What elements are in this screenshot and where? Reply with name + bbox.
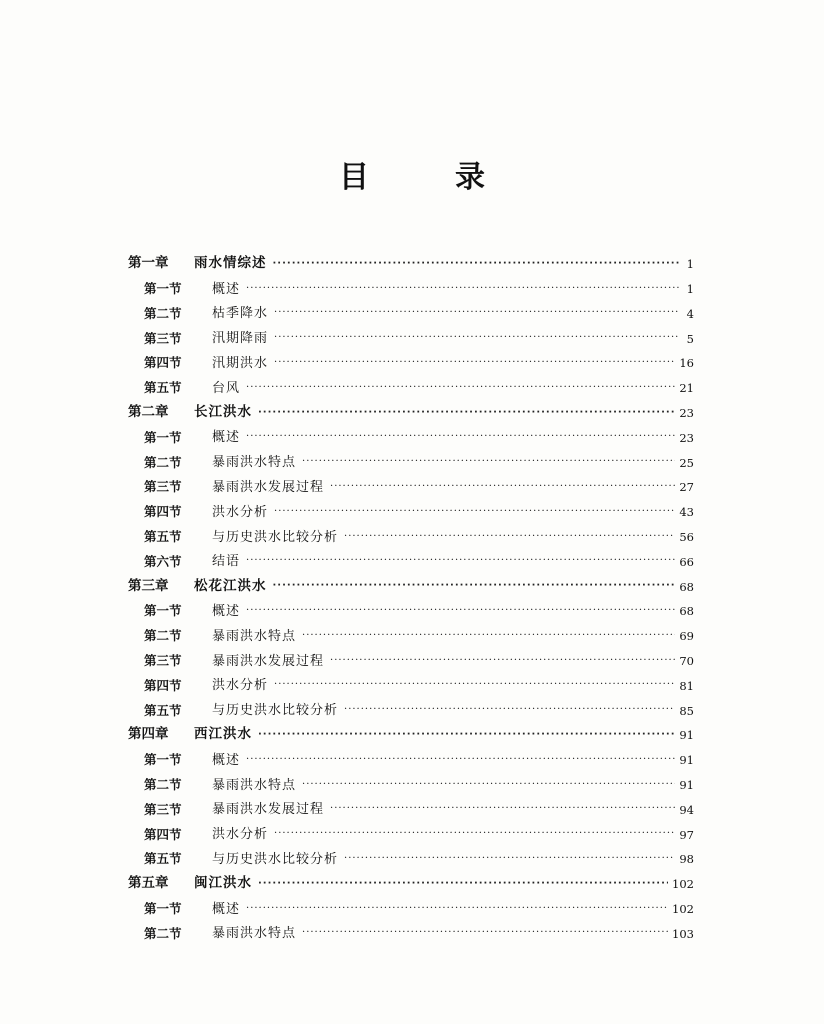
dot-leader — [246, 556, 675, 566]
toc-page-number: 21 — [679, 381, 694, 396]
toc-entry-number: 第一节 — [144, 603, 182, 619]
toc-entry-number: 第四章 — [128, 726, 169, 743]
page-title — [0, 152, 824, 196]
dot-leader — [273, 581, 676, 591]
toc-page-number: 1 — [686, 282, 694, 297]
dot-leader — [330, 656, 675, 666]
toc-page-number: 81 — [679, 678, 694, 693]
toc-entry-title: 汛期降雨 — [212, 331, 269, 347]
toc-section-row — [128, 444, 694, 469]
toc-page-number: 68 — [679, 604, 694, 619]
dot-leader — [258, 730, 675, 740]
dot-leader — [274, 358, 675, 368]
dot-leader — [330, 804, 675, 814]
toc-entry-title: 汛期洪水 — [212, 355, 269, 371]
dot-leader — [258, 879, 668, 889]
dot-leader — [258, 408, 675, 418]
toc-page-number: 1 — [686, 257, 694, 272]
toc-section-row — [128, 469, 694, 494]
toc-page-number: 98 — [679, 852, 694, 867]
toc-page-number: 91 — [679, 778, 694, 793]
dot-leader — [274, 333, 680, 343]
toc-entry-title: 暴雨洪水特点 — [212, 455, 297, 471]
toc-entry-title: 与历史洪水比较分析 — [212, 703, 339, 719]
toc-entry-title: 长江洪水 — [194, 404, 252, 421]
toc-entry-number: 第一节 — [144, 752, 182, 768]
dot-leader — [302, 631, 675, 641]
toc-section-row — [128, 792, 694, 817]
toc-page-number: 27 — [679, 480, 694, 495]
toc-chapter-row — [128, 246, 694, 271]
toc-entry-number: 第一节 — [144, 429, 182, 445]
toc-entry-number: 第二节 — [144, 305, 182, 321]
toc-section-row — [128, 692, 694, 717]
toc-page-number: 102 — [672, 902, 694, 917]
toc-page-number: 103 — [672, 926, 694, 941]
toc-chapter-row — [128, 395, 694, 420]
toc-section-row — [128, 320, 694, 345]
toc-entry-number: 第六节 — [144, 553, 182, 569]
toc-entry-title: 松花江洪水 — [194, 577, 267, 594]
toc-entry-number: 第五章 — [128, 875, 169, 892]
toc-entry-number: 第五节 — [144, 702, 182, 718]
toc-entry-title: 结语 — [212, 554, 241, 570]
toc-entry-title: 闽江洪水 — [194, 875, 252, 892]
dot-leader — [274, 507, 675, 517]
toc-chapter-row — [128, 866, 694, 891]
toc-section-row — [128, 593, 694, 618]
toc-page-number: 43 — [679, 505, 694, 520]
toc-page-number: 16 — [679, 356, 694, 371]
toc-entry-number: 第一节 — [144, 901, 182, 917]
toc-entry-number: 第二章 — [128, 404, 169, 421]
toc-entry-title: 概述 — [212, 752, 241, 768]
toc-entry-number: 第三章 — [128, 577, 169, 594]
toc-page-number: 70 — [679, 654, 694, 669]
toc-section-row — [128, 494, 694, 519]
dot-leader — [302, 457, 675, 467]
toc-section-row — [128, 296, 694, 321]
dot-leader — [302, 928, 668, 938]
toc-entry-number: 第三节 — [144, 479, 182, 495]
toc-entry-title: 台风 — [212, 380, 241, 396]
toc-section-row — [128, 668, 694, 693]
toc-entry-number: 第二节 — [144, 777, 182, 793]
toc-entry-title: 枯季降水 — [212, 306, 269, 322]
toc-entry-number: 第二节 — [144, 454, 182, 470]
toc-section-row — [128, 916, 694, 941]
toc-page-number: 102 — [672, 877, 694, 892]
toc-page-number: 97 — [679, 827, 694, 842]
dot-leader — [344, 705, 675, 715]
toc-entry-number: 第四节 — [144, 355, 182, 371]
toc-entry-title: 暴雨洪水发展过程 — [212, 653, 325, 669]
toc-section-row — [128, 742, 694, 767]
toc-entry-number: 第四节 — [144, 826, 182, 842]
toc-chapter-row — [128, 568, 694, 593]
dot-leader — [330, 482, 675, 492]
dot-leader — [344, 532, 675, 542]
dot-leader — [246, 432, 675, 442]
toc-entry-title: 暴雨洪水特点 — [212, 628, 297, 644]
toc-section-row — [128, 271, 694, 296]
toc-section-row — [128, 816, 694, 841]
dot-leader — [246, 755, 675, 765]
toc-section-row — [128, 891, 694, 916]
toc-section-row — [128, 767, 694, 792]
toc-entry-number: 第一章 — [128, 255, 169, 272]
toc-entry-number: 第二节 — [144, 628, 182, 644]
title-char-2: 录 — [455, 160, 485, 195]
toc-section-row — [128, 345, 694, 370]
toc-entry-number: 第四节 — [144, 677, 182, 693]
toc-entry-number: 第三节 — [144, 330, 182, 346]
dot-leader — [273, 259, 681, 269]
toc-page-number: 5 — [686, 331, 694, 346]
toc-page-number: 23 — [679, 406, 694, 421]
toc-page-number: 85 — [679, 703, 694, 718]
toc-page-number: 68 — [679, 579, 694, 594]
toc-page-number: 25 — [679, 455, 694, 470]
toc-entry-number: 第四节 — [144, 504, 182, 520]
toc-section-row — [128, 618, 694, 643]
toc-entry-number: 第二节 — [144, 925, 182, 941]
toc-page-number: 66 — [679, 554, 694, 569]
toc-section-row — [128, 643, 694, 668]
dot-leader — [246, 606, 675, 616]
toc-entry-title: 概述 — [212, 281, 241, 297]
toc-entry-number: 第五节 — [144, 380, 182, 396]
toc-entry-title: 暴雨洪水发展过程 — [212, 479, 325, 495]
toc-chapter-row — [128, 717, 694, 742]
title-char-1: 目 — [339, 160, 369, 195]
toc-entry-number: 第三节 — [144, 653, 182, 669]
toc-entry-number: 第三节 — [144, 801, 182, 817]
toc-section-row — [128, 544, 694, 569]
toc-entry-title: 洪水分析 — [212, 678, 269, 694]
toc-entry-title: 西江洪水 — [194, 726, 252, 743]
toc-entry-title: 暴雨洪水特点 — [212, 926, 297, 942]
dot-leader — [344, 854, 675, 864]
toc-page-number: 91 — [679, 728, 694, 743]
toc-entry-title: 概述 — [212, 901, 241, 917]
toc-entry-title: 概述 — [212, 603, 241, 619]
toc-page-number: 91 — [679, 753, 694, 768]
toc-entry-number: 第五节 — [144, 851, 182, 867]
toc-entry-title: 雨水情综述 — [194, 255, 267, 272]
dot-leader — [274, 680, 675, 690]
toc-section-row — [128, 841, 694, 866]
dot-leader — [302, 780, 675, 790]
toc-page-number: 23 — [679, 430, 694, 445]
toc-section-row — [128, 370, 694, 395]
toc-entry-title: 洪水分析 — [212, 827, 269, 843]
table-of-contents — [128, 246, 694, 940]
dot-leader — [274, 308, 680, 318]
dot-leader — [274, 829, 675, 839]
toc-entry-title: 暴雨洪水特点 — [212, 777, 297, 793]
toc-page-number: 94 — [679, 802, 694, 817]
toc-entry-number: 第一节 — [144, 281, 182, 297]
toc-section-row — [128, 519, 694, 544]
dot-leader — [246, 284, 680, 294]
dot-leader — [246, 383, 675, 393]
dot-leader — [246, 904, 668, 914]
toc-page-number: 4 — [686, 306, 694, 321]
toc-page-number: 56 — [679, 530, 694, 545]
toc-entry-title: 暴雨洪水发展过程 — [212, 802, 325, 818]
toc-entry-title: 与历史洪水比较分析 — [212, 529, 339, 545]
toc-entry-number: 第五节 — [144, 529, 182, 545]
toc-page-number: 69 — [679, 629, 694, 644]
toc-section-row — [128, 420, 694, 445]
toc-entry-title: 洪水分析 — [212, 504, 269, 520]
toc-entry-title: 概述 — [212, 430, 241, 446]
toc-entry-title: 与历史洪水比较分析 — [212, 851, 339, 867]
